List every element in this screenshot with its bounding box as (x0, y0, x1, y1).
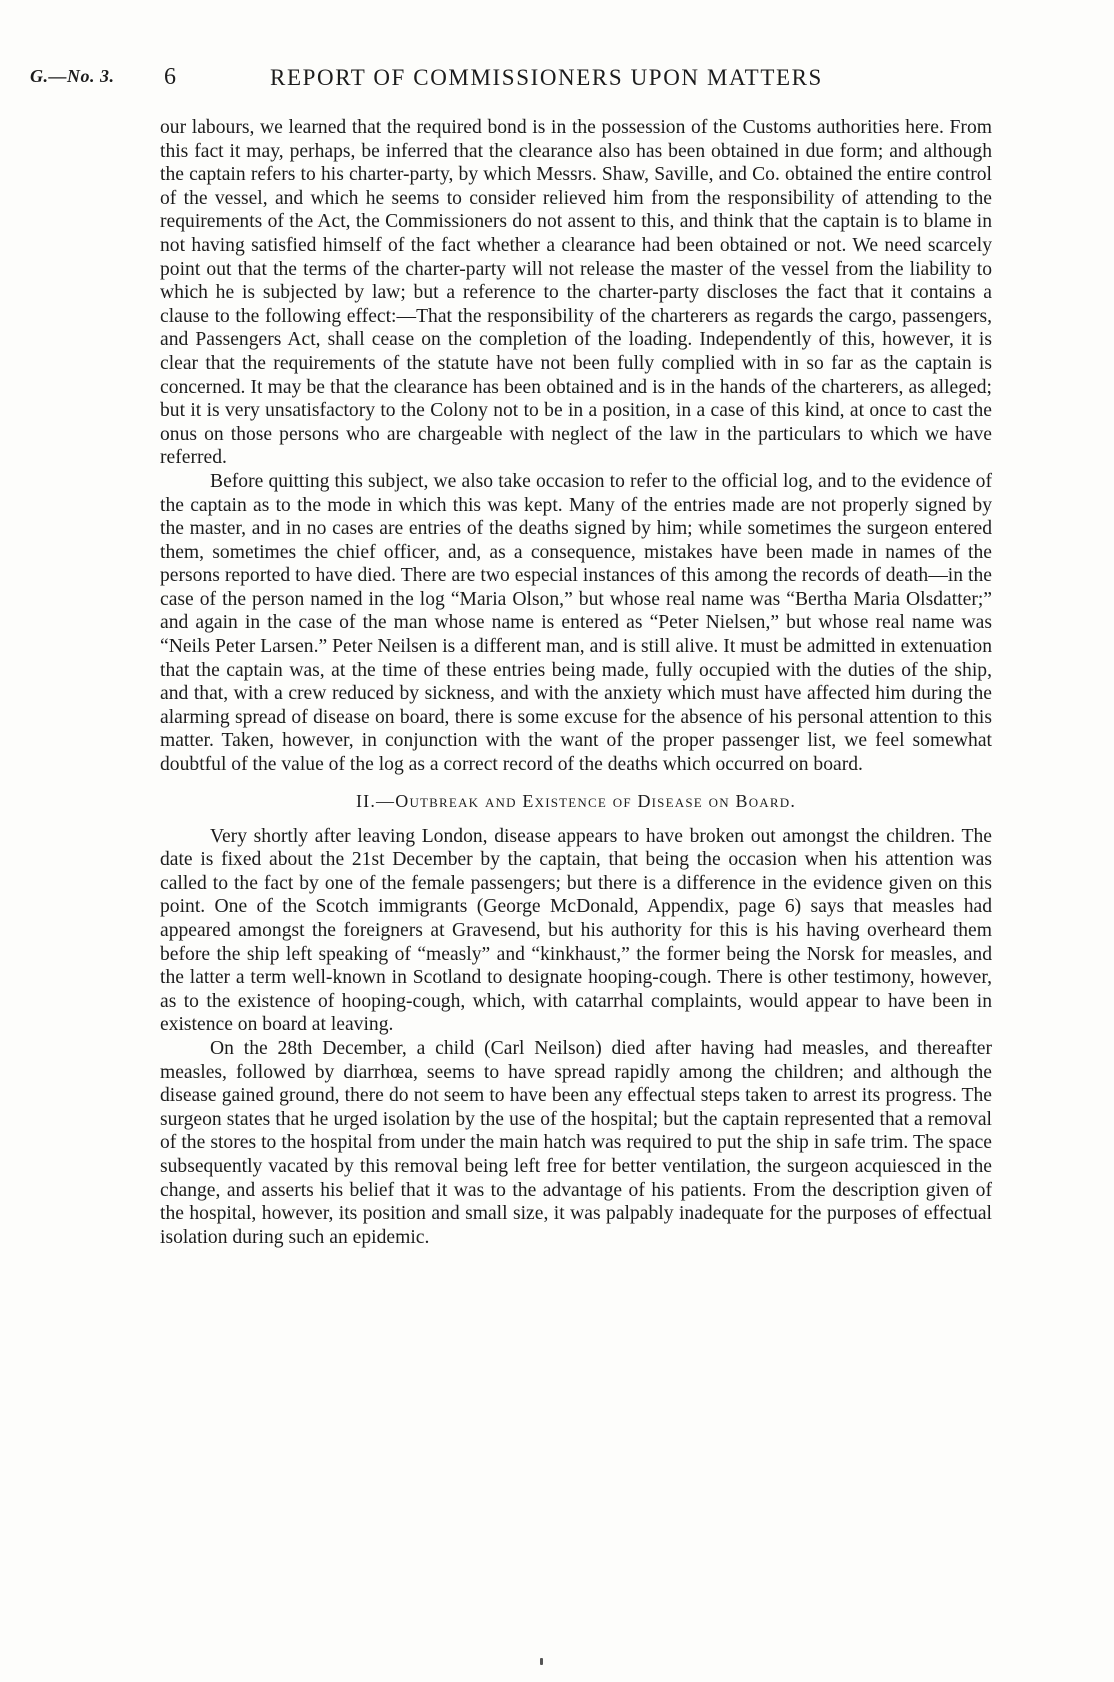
paragraph-disease-outbreak: Very shortly after leaving London, disease appears to have broken out amongst the children. The date is fixed about the 21st December by the captain, that being the occasion when his attention was called to the fact by one of the female passengers; but there is a difference in the evidence given on this point. One of the Scotch immigrants (George McDonald, Appendix, page 6) says that measles had appeared amongst the foreigners at Gravesend, but his authority for this is his having overheard them before the ship left speaking of “measly” and “kinkhaust,” the former being the Norsk for measles, and the latter a term well-known in Scotland to designate hooping-cough. There is other testimony, however, as to the existence of hooping-cough, which, with catarrhal complaints, would appear to have been in existence on board at leaving. (160, 825, 992, 1036)
page-number: 6 (164, 64, 176, 90)
body-text (160, 116, 992, 1249)
paragraph-continued: our labours, we learned that the required bond is in the possession of the Customs authorities here. From this fact it may, perhaps, be inferred that the clearance also has been obtained in due form; and although the captain refers to his charter-party, by which Messrs. Shaw, Saville, and Co. obtained the entire control of the vessel, and which he seems to consider relieved him from the responsibility of attending to the requirements of the Act, the Commissioners do not assent to this, and think that the captain is to blame in not having satisfied himself of the fact whether a clearance had been obtained or not. We need scarcely point out that the terms of the charter-party will not release the master of the vessel from the liability to which he is subjected by law; but a reference to the charter-party discloses the fact that it contains a clause to the following effect:—That the responsibility of the charterers as regards the cargo, passengers, and Passengers Act, shall cease on the completion of the loading. Independently of this, however, it is clear that the requirements of the statute have not been fully complied with in so far as the captain is concerned. It may be that the clearance has been obtained and is in the hands of the charterers, as alleged; but it is very unsatisfactory to the Colony not to be in a position, in a case of this kind, at once to cast the onus on those persons who are chargeable with neglect of the law in the particulars to which we have referred. (160, 117, 992, 469)
paragraph-official-log: Before quitting this subject, we also take occasion to refer to the official log, and to the evidence of the captain as to the mode in which this was kept. Many of the entries made are not properly signed by the master, and in no cases are entries of the deaths signed by him; while sometimes the surgeon entered them, sometimes the chief officer, and, as a consequence, mistakes have been made in names of the persons reported to have died. There are two especial instances of this among the records of death—in the case of the person named in the log “Maria Olson,” but whose real name was “Bertha Maria Olsdatter;” and again in the case of the man whose name is entered as “Peter Nielsen,” but whose real name was “Neils Peter Larsen.” Peter Neilsen is a different man, and is still alive. It must be admitted in extenuation that the captain was, at the time of these entries being made, fully occupied with the duties of the ship, and that, with a crew reduced by sickness, and with the anxiety which must have affected him during the alarming spread of disease on board, there is some excuse for the absence of his personal attention to this matter. Taken, however, in conjunction with the want of the proper passenger list, we feel somewhat doubtful of the value of the log as a correct record of the deaths which occurred on board. (160, 470, 992, 776)
running-title: REPORT OF COMMISSIONERS UPON MATTERS (270, 65, 823, 90)
section-heading: II.—Outbreak and Existence of Disease on Board. (355, 790, 797, 811)
document-reference: G.—No. 3. (30, 66, 115, 86)
page-header (30, 66, 1090, 98)
footer-mark (540, 1658, 543, 1665)
paragraph-measles-spread: On the 28th December, a child (Carl Neilson) died after having had measles, and thereafter measles, followed by diarrhœa, seems to have spread rapidly among the children; and although the disease gained ground, there do not seem to have been any effectual steps taken to arrest its progress. The surgeon states that he urged isolation by the use of the hospital; but the captain represented that a removal of the stores to the hospital from under the main hatch was required to put the ship in safe trim. The space subsequently vacated by this removal being left free for better ventilation, the surgeon acquiesced in the change, and asserts his belief that it was to the advantage of his patients. From the description given of the hospital, however, its position and small size, it was palpably inadequate for the purposes of effectual isolation during such an epidemic. (160, 1037, 992, 1248)
